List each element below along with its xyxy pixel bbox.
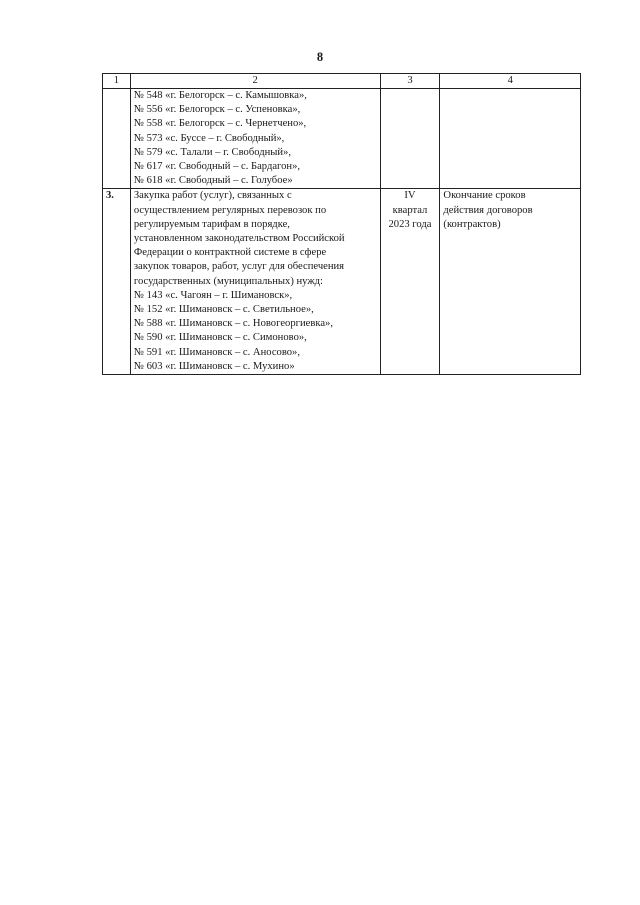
route-line: № 556 «г. Белогорск – с. Успеновка»,	[133, 104, 301, 116]
cell-basis	[440, 89, 581, 189]
route-line: № 617 «г. Свободный – с. Бардагон»,	[133, 161, 301, 173]
table-row-continuation	[103, 89, 581, 189]
description-line: закупок товаров, работ, услуг для обеспечения	[133, 261, 345, 273]
route-line: № 579 «с. Талали – г. Свободный»,	[133, 146, 291, 158]
route-line: № 573 «с. Буссе – г. Свободный»,	[133, 132, 285, 144]
route-line: № 152 «г. Шимановск – с. Светильное»,	[133, 304, 314, 316]
basis-line: Окончание сроков	[443, 190, 526, 202]
route-line: № 603 «г. Шимановск – с. Мухино»	[133, 360, 295, 372]
cell-number	[103, 89, 131, 189]
description-line: Федерации о контрактной системе в сфере	[133, 247, 327, 259]
description-line: Закупка работ (услуг), связанных с	[133, 190, 292, 202]
description-line: государственных (муниципальных) нужд:	[133, 275, 323, 287]
row-number: 3.	[103, 189, 131, 375]
cell-term	[380, 189, 440, 375]
route-line: № 143 «с. Чагоян – г. Шимановск»,	[133, 289, 293, 301]
header-col-3: 3	[380, 74, 440, 89]
term-line: IV	[404, 190, 416, 202]
route-line: № 548 «г. Белогорск – с. Камышовка»,	[133, 90, 307, 101]
term-line: 2023 года	[388, 218, 432, 230]
header-col-2: 2	[130, 74, 380, 89]
header-col-1: 1	[103, 74, 131, 89]
route-line: № 618 «г. Свободный – с. Голубое»	[133, 175, 293, 187]
document-table	[102, 73, 581, 375]
cell-basis	[440, 189, 581, 375]
basis-line: действия договоров	[443, 204, 533, 216]
description-line: установленном законодательством Российской	[133, 233, 345, 245]
route-line: № 590 «г. Шимановск – с. Симоново»,	[133, 332, 307, 344]
table-row-3	[103, 189, 581, 375]
description-line: регулируемым тарифам в порядке,	[133, 218, 290, 230]
route-line: № 591 «г. Шимановск – с. Аносово»,	[133, 346, 300, 358]
route-line: № 558 «г. Белогорск – с. Чернетчено»,	[133, 118, 307, 130]
basis-line: (контрактов)	[443, 218, 501, 230]
header-col-4: 4	[440, 74, 581, 89]
cell-routes	[130, 89, 380, 189]
cell-description	[130, 189, 380, 375]
cell-term	[380, 89, 440, 189]
term-line: квартал	[392, 204, 428, 216]
description-line: осуществлением регулярных перевозок по	[133, 204, 327, 216]
page-number: 8	[316, 50, 324, 64]
route-line: № 588 «г. Шимановск – с. Новогеоргиевка»,	[133, 318, 333, 330]
table-header-row	[103, 74, 581, 89]
